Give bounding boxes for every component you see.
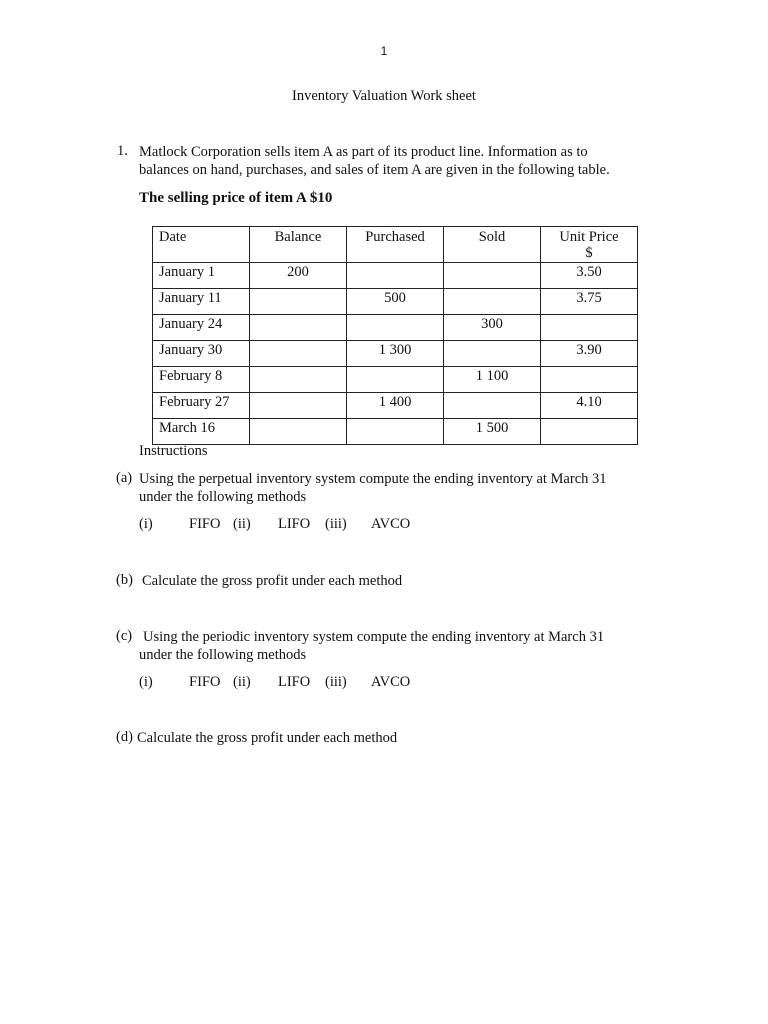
table-header-row	[153, 227, 638, 263]
selling-price: The selling price of item A $10	[139, 190, 333, 206]
question-text	[139, 143, 669, 179]
cell-sold: 1 500	[444, 419, 541, 445]
cell-date: January 1	[153, 263, 250, 289]
cell-balance	[250, 289, 347, 315]
cell-date: February 27	[153, 393, 250, 419]
cell-unit-price: 4.10	[541, 393, 638, 419]
method-iii-label: (iii)	[325, 674, 347, 690]
cell-sold	[444, 393, 541, 419]
method-ii-label: (ii)	[233, 674, 251, 690]
cell-sold: 300	[444, 315, 541, 341]
header-balance: Balance	[250, 227, 347, 263]
cell-unit-price	[541, 419, 638, 445]
header-unit-price-label: Unit Price	[559, 229, 619, 245]
cell-purchased	[347, 315, 444, 341]
table-row	[153, 367, 638, 393]
question-text-line-1: Matlock Corporation sells item A as part of its product line. Information as to	[139, 144, 588, 160]
method-avco: AVCO	[371, 674, 411, 690]
instruction-b-text: Calculate the gross profit under each method	[142, 573, 403, 589]
header-unit-price-currency: $	[585, 245, 593, 261]
cell-balance	[250, 315, 347, 341]
instructions-heading: Instructions	[139, 443, 208, 459]
cell-unit-price: 3.75	[541, 289, 638, 315]
cell-purchased	[347, 367, 444, 393]
cell-sold	[444, 289, 541, 315]
cell-balance: 200	[250, 263, 347, 289]
instruction-a-line-1: Using the perpetual inventory system compute the ending inventory at March 31	[139, 471, 607, 487]
cell-unit-price	[541, 367, 638, 393]
page-number: 1	[380, 44, 388, 58]
cell-purchased: 500	[347, 289, 444, 315]
question-text-line-2: balances on hand, purchases, and sales of item A are given in the following table.	[139, 162, 610, 178]
method-iii-label: (iii)	[325, 516, 347, 532]
cell-purchased	[347, 263, 444, 289]
cell-date: January 30	[153, 341, 250, 367]
cell-unit-price: 3.50	[541, 263, 638, 289]
method-i-label: (i)	[139, 516, 153, 532]
instruction-a-label: (a)	[116, 470, 133, 486]
cell-balance	[250, 367, 347, 393]
cell-balance	[250, 419, 347, 445]
cell-date: January 24	[153, 315, 250, 341]
method-fifo: FIFO	[189, 674, 221, 690]
method-avco: AVCO	[371, 516, 411, 532]
cell-unit-price	[541, 315, 638, 341]
cell-purchased	[347, 419, 444, 445]
header-purchased: Purchased	[347, 227, 444, 263]
cell-balance	[250, 341, 347, 367]
table-row	[153, 419, 638, 445]
inventory-table	[152, 226, 638, 445]
instruction-b-label: (b)	[116, 572, 133, 588]
table-row	[153, 289, 638, 315]
cell-balance	[250, 393, 347, 419]
header-unit-price	[541, 227, 638, 263]
cell-unit-price: 3.90	[541, 341, 638, 367]
header-date: Date	[153, 227, 250, 263]
table-row	[153, 393, 638, 419]
cell-purchased: 1 300	[347, 341, 444, 367]
table-row	[153, 341, 638, 367]
instruction-c-line-2: under the following methods	[139, 647, 307, 663]
cell-date: January 11	[153, 289, 250, 315]
method-fifo: FIFO	[189, 516, 221, 532]
method-lifo: LIFO	[278, 674, 311, 690]
instruction-d-text: Calculate the gross profit under each method	[137, 730, 398, 746]
cell-date: February 8	[153, 367, 250, 393]
method-i-label: (i)	[139, 674, 153, 690]
cell-date: March 16	[153, 419, 250, 445]
cell-sold	[444, 263, 541, 289]
header-sold: Sold	[444, 227, 541, 263]
instruction-a-line-2: under the following methods	[139, 489, 307, 505]
instruction-d-label: (d)	[116, 729, 133, 745]
instruction-c-line-1: Using the periodic inventory system compute the ending inventory at March 31	[143, 629, 605, 645]
method-ii-label: (ii)	[233, 516, 251, 532]
cell-sold: 1 100	[444, 367, 541, 393]
cell-purchased: 1 400	[347, 393, 444, 419]
method-lifo: LIFO	[278, 516, 311, 532]
table-row	[153, 263, 638, 289]
cell-sold	[444, 341, 541, 367]
instruction-c-label: (c)	[116, 628, 133, 644]
question-number: 1.	[117, 143, 128, 159]
table-row	[153, 315, 638, 341]
page-title: Inventory Valuation Work sheet	[292, 88, 476, 104]
